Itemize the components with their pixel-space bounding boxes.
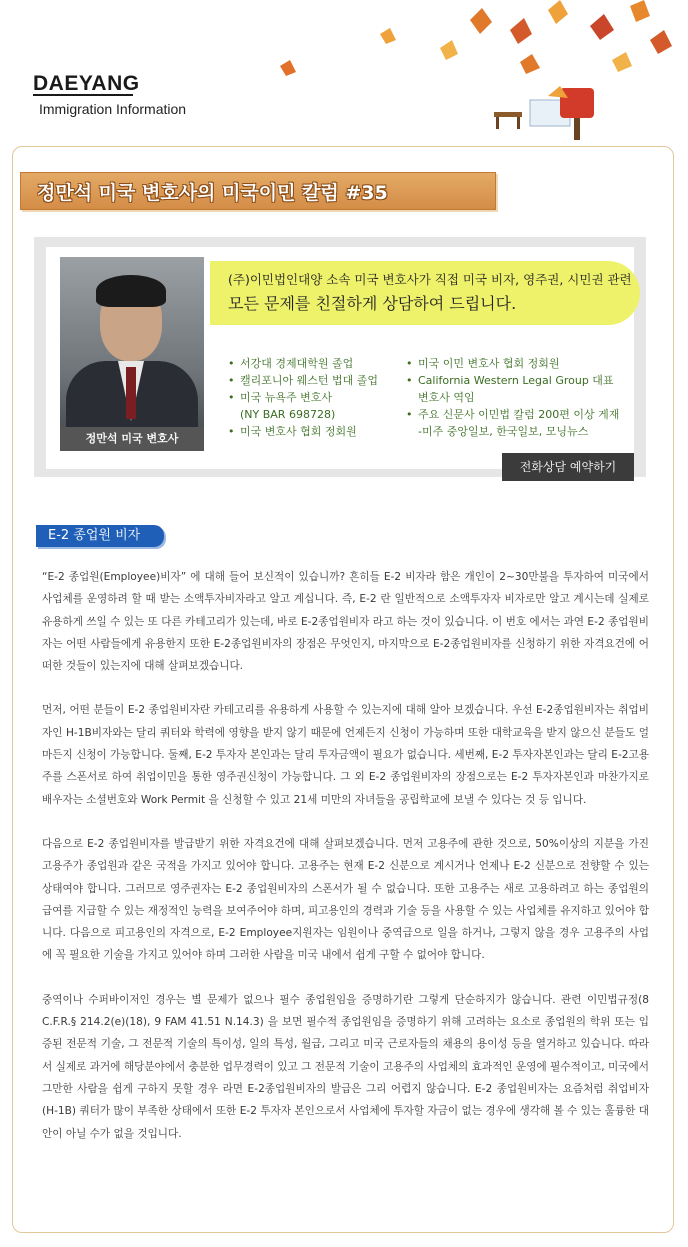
lawyer-photo <box>60 257 204 451</box>
credential-item: • 미국 이민 변호사 협회 정회원 <box>406 355 619 372</box>
credential-item: • 서강대 경제대학원 졸업 <box>228 355 378 372</box>
page-title: 정만석 미국 변호사의 미국이민 칼럼 #35 <box>37 182 388 204</box>
photo-caption: 정만석 미국 변호사 <box>60 427 204 451</box>
header-banner <box>0 0 688 150</box>
credentials-left <box>228 355 378 440</box>
paragraph: “E-2 종업원(Employee)비자” 에 대해 들어 보신적이 있습니까? 흔히들 E-2 비자라 함은 개인이 2~30만불을 투자하여 미국에서 사업체를 운영하려 할 때 받는 소액투자비자라고 알고 계십니다. 즉, E-2 란 일반적으로 소액투자자 비자로만 알고 계시는데 실제로 유용하게 쓰일 수 있는 또 다른 카테고리가 있는데, 바로 E-2종업원비자 라고 하는 것이 있습니다. 이 번호 에서는 과연 E-2 종업원비자는 어떤 사람들에게 유용한지 또한 E-2종업원비자의 장점은 무엇인지, 마지막으로 E-2종업원비자를 신청하기 위한 자격요건에 어떠한 것들이 있는지에 대해 살펴보겠습니다. <box>42 571 649 673</box>
intro-line-1: (주)이민법인대양 소속 미국 변호사가 직접 미국 비자, 영주권, 시민권 관련 <box>228 272 632 287</box>
lawyer-profile-box <box>34 237 646 477</box>
credentials-right <box>406 355 619 440</box>
credential-item: -미주 중앙일보, 한국일보, 모닝뉴스 <box>418 425 589 438</box>
credential-item: (NY BAR 698728) <box>240 408 336 421</box>
logo-subtitle: Immigration Information <box>39 101 187 117</box>
credential-item: • California Western Legal Group 대표 <box>406 372 619 389</box>
logo-brand: DAEYANG <box>33 72 186 96</box>
paragraph: 중역이나 수퍼바이저인 경우는 별 문제가 없으나 필수 종업원임을 증명하기란 그렇게 단순하지가 않습니다. 관련 이민법규정(8 C.F.R.§ 214.2(e)(18), 9 FAM 41.51 N.14.3) 을 보면 필수적 종업원임을 증명하기 위해 고려하는 요소로 종업원의 학위 또는 입증된 전문적 기술, 그 전문적 기술의 특이성, 일의 특성, 월급, 그리고 미국 근로자들의 채용의 용이성 등을 열거하고 있습니다. 따라서 실제로 과거에 해당분야에서 충분한 업무경력이 있고 그 전문적 기술이 고용주의 사업체의 효과적인 운영에 필수적이고, 미국에서 그만한 사람을 쉽게 구하지 못할 경우 라면 E-2종업원비자의 발급은 그리 어렵지 않습니다. E-2 종업원비자는 요즘처럼 취업비자 (H-1B) 쿼터가 많이 부족한 상태에서 또한 E-2 투자자 본인으로서 사업체에 투자할 자금이 없는 경우에 생각해 볼 수 있는 훌륭한 대안이 아닐 수가 없을 것입니다. <box>42 993 649 1140</box>
column-title-banner <box>20 172 496 210</box>
paragraph: 먼저, 어떤 분들이 E-2 종업원비자란 카테고리를 유용하게 사용할 수 있는지에 대해 알아 보겠습니다. 우선 E-2종업원비자는 취업비자인 H-1B비자와는 달리 쿼터와 학력에 영향을 받지 않기 때문에 언제든지 신청이 가능하며 또한 대학교육을 받지 않으신 분들도 얼마든지 신청이 가능합니다. 둘째, E-2 투자자 본인과는 달리 투자금액이 필요가 없습니다. 세번째, E-2 투자자본인과는 달리 E-2고용주를 스폰서로 하여 취업이민을 통한 영주권신청이 가능합니다. 그 외 E-2 종업원비자의 장점으로는 E-2 투자자본인과 마찬가지로 배우자는 소셜번호와 Work Permit 을 신청할 수 있고 21세 미만의 자녀들을 공립학교에 보낼 수 있다는 것 등 입니다. <box>42 704 649 806</box>
intro-line-2: 모든 문제를 친절하게 상담하여 드립니다. <box>228 294 517 313</box>
section-label: E-2 종업원 비자 <box>36 525 164 547</box>
credential-item: • 주요 신문사 이민법 칼럼 200편 이상 게재 <box>406 406 619 423</box>
intro-banner <box>210 261 640 325</box>
credential-item: 변호사 역임 <box>418 391 475 404</box>
call-consultation-button[interactable]: 전화상담 예약하기 <box>502 453 634 481</box>
credential-item: • 캘리포니아 웨스턴 법대 졸업 <box>228 372 378 389</box>
credential-item: • 미국 변호사 협회 정회원 <box>228 423 378 440</box>
site-logo[interactable] <box>33 72 186 120</box>
credential-item: • 미국 뉴욕주 변호사 <box>228 389 378 406</box>
paragraph: 다음으로 E-2 종업원비자를 발급받기 위한 자격요건에 대해 살펴보겠습니다. 먼저 고용주에 관한 것으로, 50%이상의 지분을 가진 고용주가 종업원과 같은 국적을 가지고 있어야 합니다. 고용주는 현재 E-2 신분으로 계시거나 언제나 E-2 신분으로 전향할 수 있는 상태여야 합니다. 그러므로 영주권자는 E-2 종업원비자의 스폰서가 될 수 없습니다. 또한 고용주는 새로 고용하려고 하는 종업원의 급여를 지급할 수 있는 재정적인 능력을 보여주어야 하며, 피고용인의 경력과 기술 등을 사용할 수 있는 사업체를 유지하고 있어야 합니다. 다음으로 피고용인의 자격으로, E-2 Employee지원자는 임원이나 중역급으로 일을 하거나, 그렇지 않을 경우 고용주의 사업에 꼭 필요한 기술을 가지고 있어야 하며 그러한 사람을 미국 내에서 쉽게 구할 수 없어야 합니다. <box>42 837 649 962</box>
article-body <box>42 566 649 1167</box>
